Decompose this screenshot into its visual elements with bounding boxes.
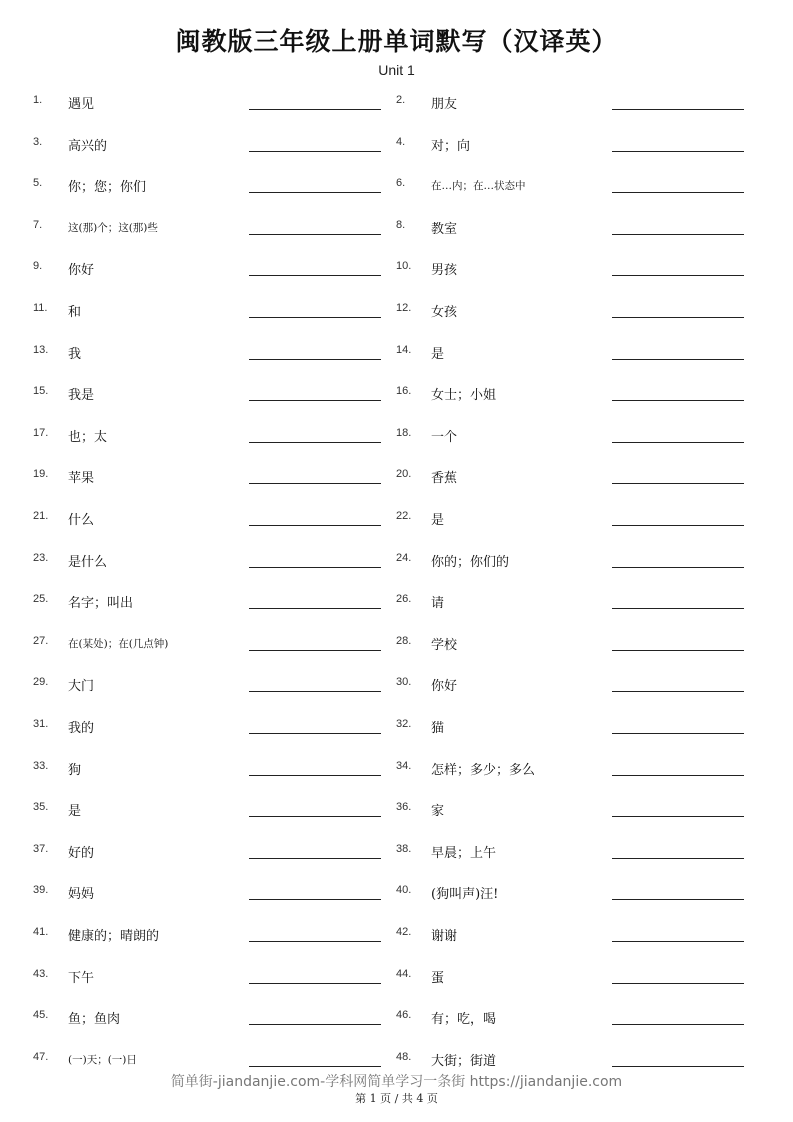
item-number: 31. (33, 718, 49, 730)
answer-blank[interactable] (612, 1024, 744, 1025)
answer-blank[interactable] (249, 983, 381, 984)
vocab-item (396, 870, 756, 911)
chinese-word: 下午 (68, 970, 95, 986)
chinese-word: (一)天；(一)日 (68, 1053, 137, 1066)
vocab-item (33, 330, 393, 371)
item-number: 11. (33, 302, 48, 314)
answer-blank[interactable] (249, 151, 381, 152)
answer-blank[interactable] (612, 317, 744, 318)
vocab-item (33, 704, 393, 745)
item-number: 41. (33, 926, 49, 938)
chinese-word: 鱼；鱼肉 (68, 1012, 121, 1028)
answer-blank[interactable] (612, 816, 744, 817)
item-number: 28. (396, 634, 412, 647)
answer-blank[interactable] (249, 733, 381, 734)
chinese-word: 家 (431, 804, 445, 820)
item-number: 14. (396, 343, 412, 356)
vocab-item (33, 496, 393, 537)
answer-blank[interactable] (612, 359, 744, 360)
answer-blank[interactable] (249, 275, 381, 276)
answer-blank[interactable] (249, 109, 381, 110)
vocab-item (33, 829, 393, 870)
chinese-word: 好的 (68, 845, 95, 861)
item-number: 44. (396, 967, 412, 980)
answer-blank[interactable] (612, 400, 744, 401)
answer-blank[interactable] (249, 400, 381, 401)
item-number: 33. (33, 759, 49, 772)
answer-blank[interactable] (612, 899, 744, 900)
answer-blank[interactable] (249, 941, 381, 942)
answer-blank[interactable] (249, 234, 381, 235)
vocab-item (33, 912, 393, 953)
vocab-item (396, 205, 756, 246)
item-number: 32. (396, 718, 412, 730)
vocab-item (396, 621, 756, 662)
vocab-item (396, 704, 756, 745)
chinese-word: 香蕉 (431, 471, 458, 487)
item-number: 24. (396, 551, 412, 564)
vocab-item (33, 870, 393, 911)
chinese-word: 学校 (431, 637, 458, 653)
vocab-item (33, 662, 393, 703)
answer-blank[interactable] (612, 151, 744, 152)
item-number: 9. (33, 260, 43, 273)
item-number: 39. (33, 884, 49, 897)
answer-blank[interactable] (249, 317, 381, 318)
vocab-item (33, 288, 393, 329)
chinese-word: 朋友 (431, 97, 458, 112)
chinese-word: 你；您；你们 (68, 180, 147, 196)
page-number: 第 1 页 / 共 4 页 (355, 1092, 438, 1105)
item-number: 21. (33, 510, 49, 522)
chinese-word: 猫 (431, 721, 445, 736)
vocab-item (33, 80, 393, 121)
chinese-word: 谢谢 (431, 929, 458, 944)
answer-blank[interactable] (612, 608, 744, 609)
answer-blank[interactable] (249, 858, 381, 859)
item-number: 4. (396, 135, 406, 148)
vocab-item (396, 954, 756, 995)
item-number: 37. (33, 842, 49, 855)
vocab-item (396, 538, 756, 579)
chinese-word: 女孩 (431, 305, 458, 320)
item-number: 29. (33, 676, 49, 689)
item-number: 36. (396, 801, 412, 814)
chinese-word: 你好 (431, 679, 458, 695)
answer-blank[interactable] (249, 483, 381, 484)
chinese-word: 是 (68, 804, 82, 820)
chinese-word: 你的；你们的 (431, 554, 510, 570)
item-number: 38. (396, 842, 412, 855)
chinese-word: 苹果 (68, 471, 95, 487)
chinese-word: 男孩 (431, 263, 458, 279)
item-number: 12. (396, 302, 412, 314)
vocab-item (396, 330, 756, 371)
chinese-word: 也；太 (68, 429, 108, 445)
vocab-item (33, 954, 393, 995)
chinese-word: 教室 (431, 221, 458, 237)
chinese-word: (狗叫声)汪! (431, 887, 499, 903)
chinese-word: 妈妈 (68, 887, 95, 903)
vocab-item (396, 122, 756, 163)
answer-blank[interactable] (249, 525, 381, 526)
chinese-word: 和 (68, 305, 82, 320)
page-title: 闽教版三年级上册单词默写（汉译英） (175, 27, 618, 56)
vocab-item (33, 122, 393, 163)
answer-blank[interactable] (249, 608, 381, 609)
vocab-item (33, 163, 393, 204)
vocab-item (396, 163, 756, 204)
chinese-word: 怎样；多少；多么 (431, 762, 536, 778)
item-number: 17. (33, 426, 49, 439)
chinese-word: 女士；小姐 (431, 388, 497, 404)
chinese-word: 我的 (68, 721, 95, 736)
answer-blank[interactable] (612, 109, 744, 110)
item-number: 47. (33, 1050, 49, 1063)
vocab-item (33, 995, 393, 1036)
item-number: 15. (33, 385, 49, 398)
item-number: 40. (396, 884, 412, 897)
vocab-item (33, 787, 393, 828)
vocab-item (33, 371, 393, 412)
chinese-word: 名字；叫出 (68, 596, 134, 612)
chinese-word: 是 (431, 513, 445, 528)
chinese-word: 请 (431, 596, 445, 612)
answer-blank[interactable] (249, 192, 381, 193)
answer-blank[interactable] (612, 650, 744, 651)
item-number: 23. (33, 551, 49, 564)
item-number: 46. (396, 1009, 412, 1022)
answer-blank[interactable] (249, 899, 381, 900)
answer-blank[interactable] (612, 983, 744, 984)
answer-blank[interactable] (249, 816, 381, 817)
answer-blank[interactable] (612, 1066, 744, 1067)
vocab-item (396, 496, 756, 537)
item-number: 6. (396, 177, 406, 190)
item-number: 13. (33, 343, 49, 356)
answer-blank[interactable] (249, 359, 381, 360)
chinese-word: 健康的；晴朗的 (68, 929, 160, 944)
item-number: 16. (396, 385, 412, 398)
answer-blank[interactable] (612, 525, 744, 526)
item-number: 19. (33, 468, 49, 481)
vocab-item (396, 80, 756, 121)
answer-blank[interactable] (612, 567, 744, 568)
answer-blank[interactable] (249, 691, 381, 692)
answer-blank[interactable] (612, 442, 744, 443)
vocab-item (396, 662, 756, 703)
answer-blank[interactable] (249, 650, 381, 651)
answer-blank[interactable] (612, 275, 744, 276)
chinese-word: 早晨；上午 (431, 845, 497, 861)
chinese-word: 是什么 (68, 554, 108, 570)
item-number: 2. (396, 94, 406, 106)
answer-blank[interactable] (249, 1066, 381, 1067)
item-number: 42. (396, 926, 412, 938)
chinese-word: 这(那)个；这(那)些 (68, 221, 158, 234)
chinese-word: 大门 (68, 679, 95, 695)
vocab-item (33, 205, 393, 246)
answer-blank[interactable] (612, 733, 744, 734)
item-number: 26. (396, 593, 412, 606)
vocab-item (396, 995, 756, 1036)
vocab-item (396, 787, 756, 828)
vocab-item (396, 288, 756, 329)
answer-blank[interactable] (249, 775, 381, 776)
vocab-item (33, 413, 393, 454)
chinese-word: 我 (68, 346, 82, 362)
chinese-word: 一个 (431, 429, 458, 445)
item-number: 43. (33, 967, 49, 980)
chinese-word: 在…内；在…状态中 (431, 180, 526, 193)
chinese-word: 大街；街道 (431, 1053, 497, 1069)
vocab-item (33, 538, 393, 579)
answer-blank[interactable] (249, 442, 381, 443)
item-number: 10. (396, 260, 412, 273)
answer-blank[interactable] (612, 192, 744, 193)
chinese-word: 什么 (68, 513, 95, 528)
vocab-item (396, 829, 756, 870)
chinese-word: 高兴的 (68, 138, 108, 154)
item-number: 45. (33, 1009, 49, 1022)
vocab-item (33, 579, 393, 620)
vocab-item (396, 371, 756, 412)
chinese-word: 狗 (68, 762, 82, 778)
chinese-word: 有；吃，喝 (431, 1012, 497, 1028)
vocab-item (33, 746, 393, 787)
vocab-item (33, 454, 393, 495)
chinese-word: 遇见 (68, 97, 95, 112)
chinese-word: 你好 (68, 263, 95, 279)
vocab-item (396, 413, 756, 454)
item-number: 1. (33, 94, 43, 106)
answer-blank[interactable] (612, 941, 744, 942)
vocab-item (396, 579, 756, 620)
item-number: 48. (396, 1050, 412, 1063)
chinese-word: 在(某处)；在(几点钟) (68, 637, 169, 650)
chinese-word: 我是 (68, 388, 95, 404)
item-number: 22. (396, 510, 412, 522)
vocab-item (33, 246, 393, 287)
item-number: 35. (33, 801, 49, 814)
chinese-word: 对；向 (431, 138, 471, 154)
item-number: 20. (396, 468, 412, 481)
chinese-word: 蛋 (431, 970, 445, 986)
chinese-word: 是 (431, 346, 445, 362)
item-number: 18. (396, 426, 412, 439)
vocab-item (33, 621, 393, 662)
item-number: 3. (33, 135, 43, 148)
item-number: 25. (33, 593, 49, 606)
vocab-item (396, 454, 756, 495)
item-number: 7. (33, 218, 43, 231)
item-number: 27. (33, 634, 49, 647)
vocab-item (396, 746, 756, 787)
vocab-item (396, 912, 756, 953)
answer-blank[interactable] (612, 858, 744, 859)
answer-blank[interactable] (612, 691, 744, 692)
item-number: 30. (396, 676, 412, 689)
item-number: 5. (33, 177, 43, 190)
answer-blank[interactable] (249, 1024, 381, 1025)
answer-blank[interactable] (249, 567, 381, 568)
answer-blank[interactable] (612, 483, 744, 484)
vocab-item (396, 246, 756, 287)
answer-blank[interactable] (612, 775, 744, 776)
item-number: 34. (396, 759, 412, 772)
unit-heading: Unit 1 (378, 62, 415, 78)
footer-watermark: 简单街-jiandanjie.com-学科网简单学习一条街 https://jiandanjie.com (170, 1074, 623, 1090)
answer-blank[interactable] (612, 234, 744, 235)
item-number: 8. (396, 218, 406, 231)
